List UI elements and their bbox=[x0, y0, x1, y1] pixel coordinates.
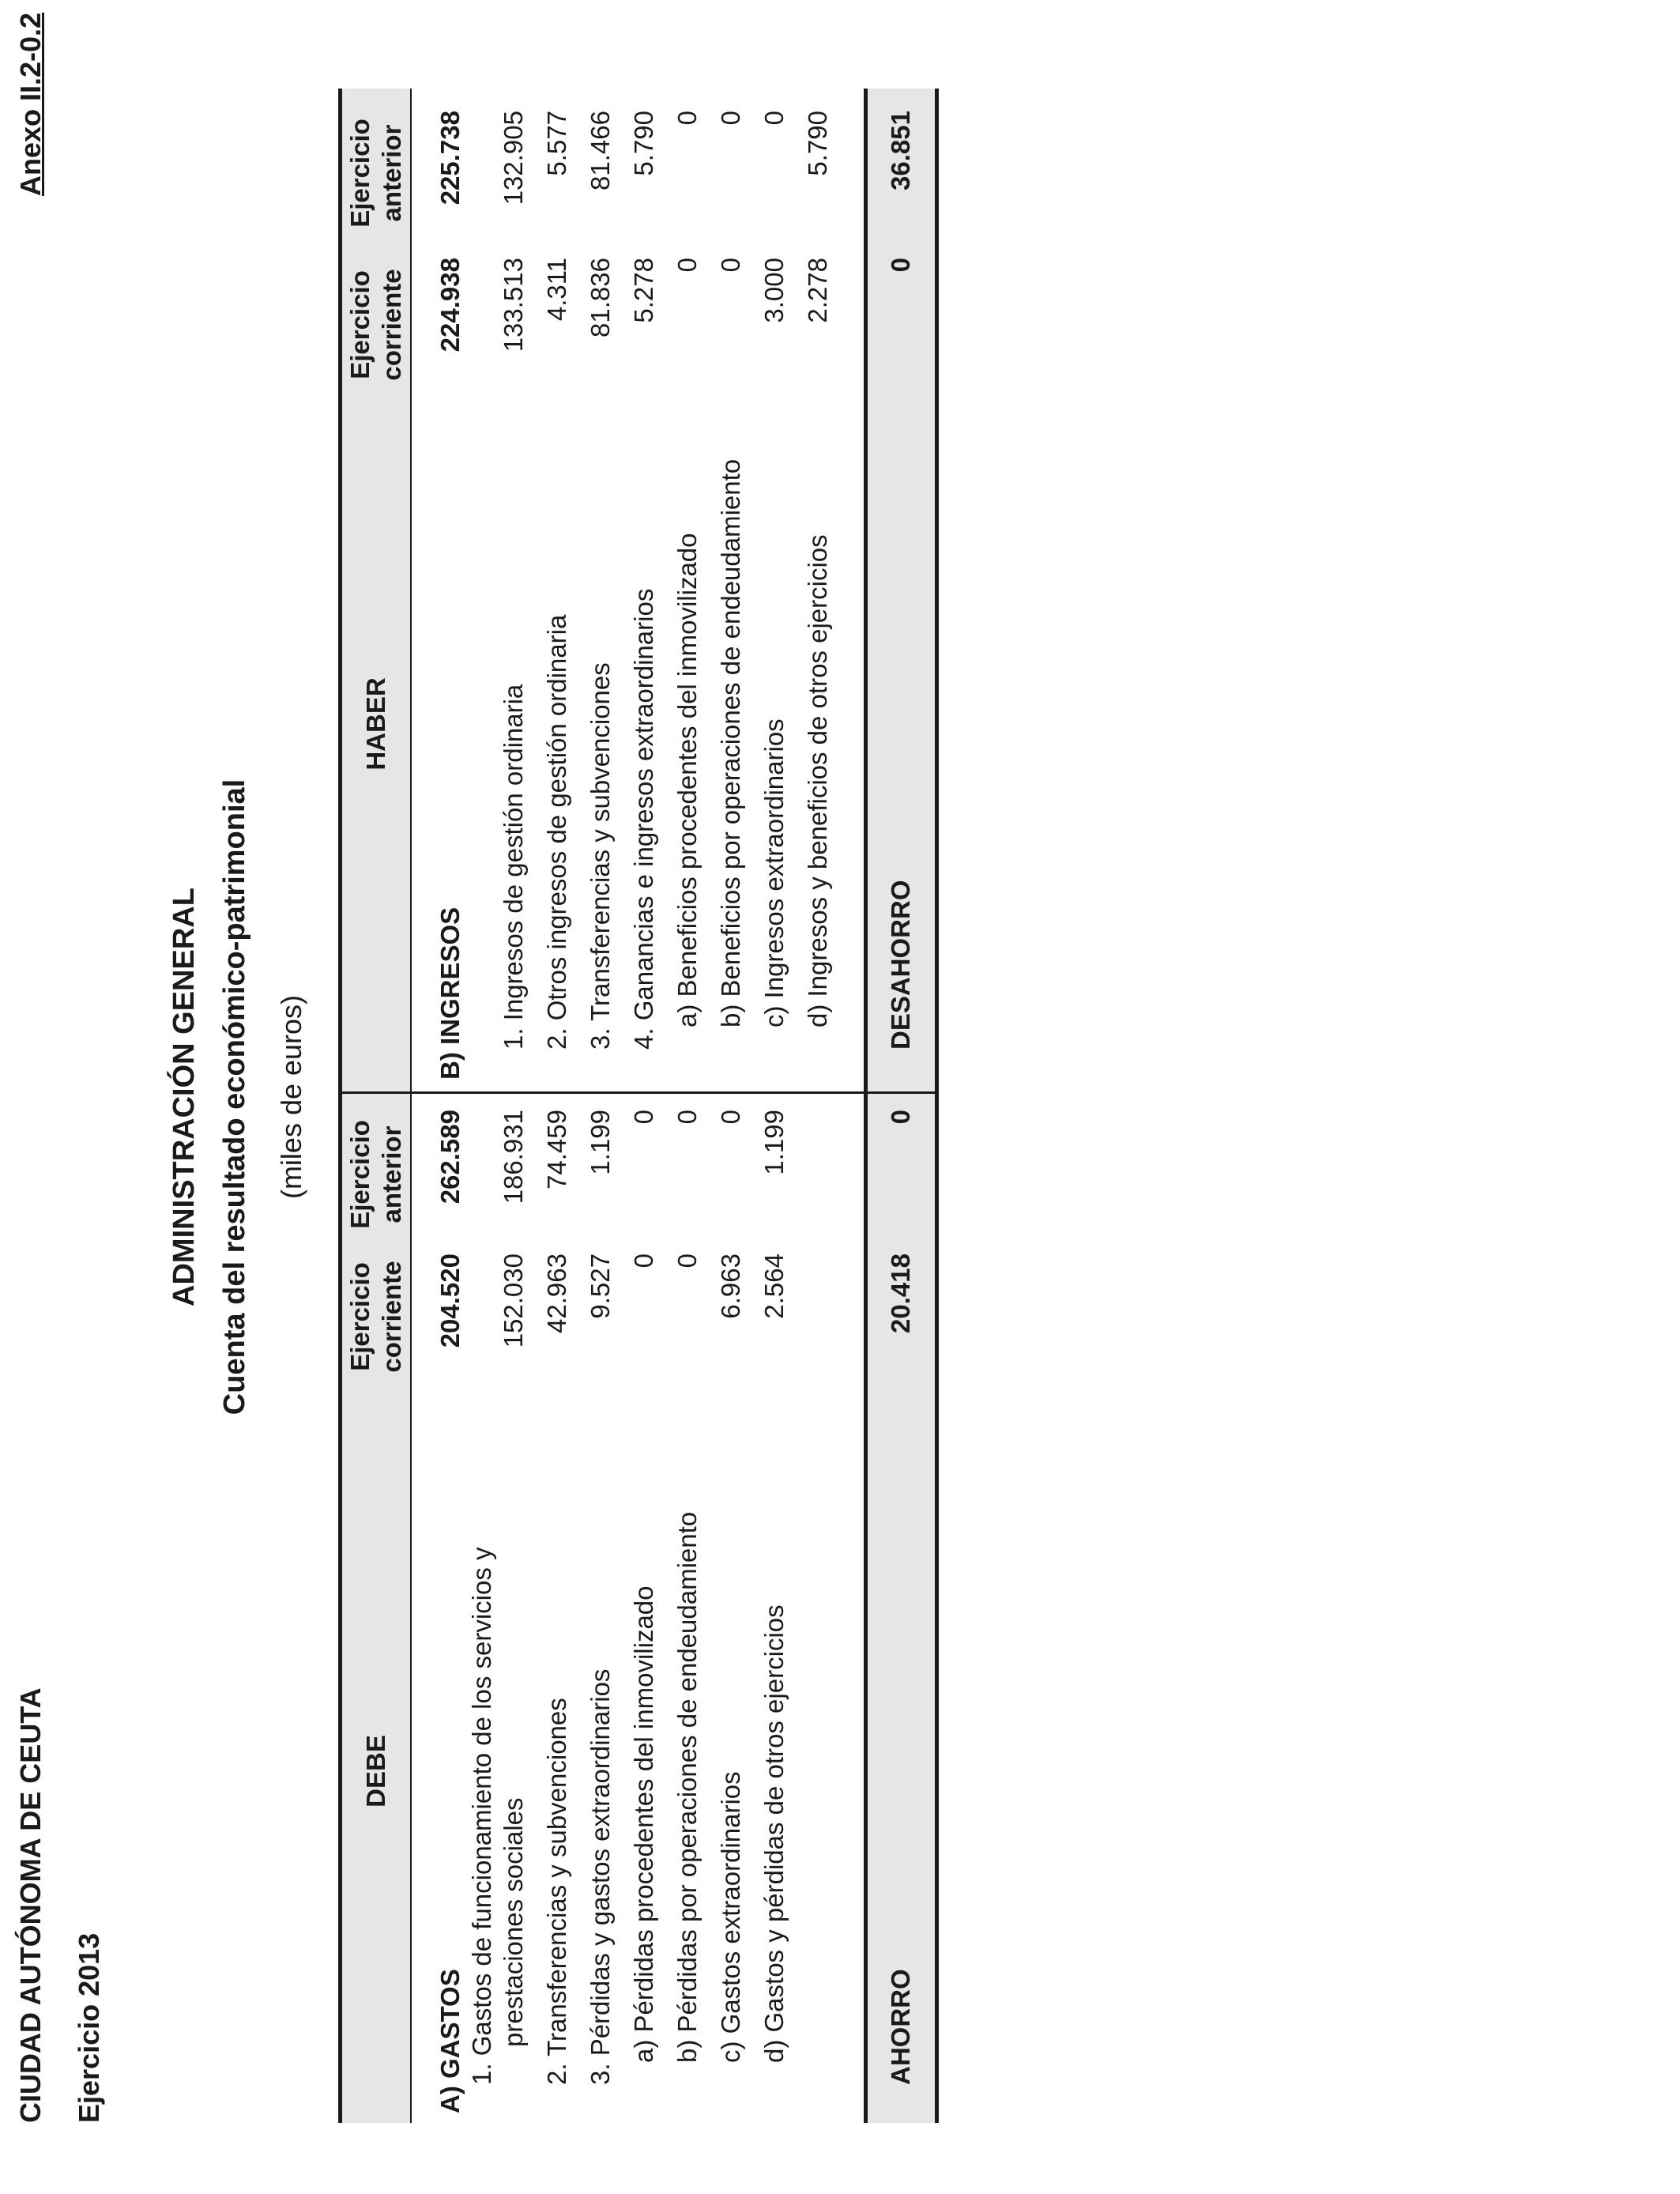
header-rule bbox=[410, 89, 412, 2123]
debe-row-label: 2. Transferencias y subvenciones bbox=[542, 1698, 571, 2085]
ahorro-label: AHORRO bbox=[886, 1969, 915, 2085]
debe-row-previous: 0 bbox=[629, 1110, 658, 1125]
footer-rule bbox=[864, 89, 868, 2123]
table-top-rule bbox=[338, 89, 342, 2123]
haber-row-previous: 5.790 bbox=[803, 111, 832, 176]
debe-row-previous: 186.931 bbox=[499, 1110, 528, 1204]
haber-row-label: d) Ingresos y beneficios de otros ejercicios bbox=[803, 534, 832, 1027]
haber-row-previous: 0 bbox=[716, 111, 745, 126]
debe-row-current: 0 bbox=[629, 1253, 658, 1269]
haber-row-previous: 0 bbox=[759, 111, 789, 126]
desahorro-label: DESAHORRO bbox=[886, 880, 915, 1050]
haber-row-previous: 132.905 bbox=[499, 111, 528, 205]
haber-row-current: 2.278 bbox=[803, 258, 832, 323]
page-subtitle: Cuenta del resultado económico-patrimonial bbox=[218, 778, 251, 1416]
debe-row-label-cont: prestaciones sociales bbox=[499, 1797, 528, 2047]
debe-section-previous: 262.589 bbox=[435, 1110, 465, 1204]
debe-row-current: 152.030 bbox=[499, 1253, 528, 1348]
debe-row-current: 6.963 bbox=[716, 1253, 745, 1319]
debe-row-previous: 0 bbox=[672, 1110, 702, 1125]
haber-row-label: 2. Otros ingresos de gestión ordinaria bbox=[542, 614, 571, 1050]
units-note: (miles de euros) bbox=[275, 994, 307, 1200]
column-divider bbox=[338, 1091, 939, 1094]
debe-row-label: 1. Gastos de funcionamiento de los servicios y bbox=[467, 1547, 496, 2085]
annex-reference: Anexo II.2-0.2 bbox=[14, 12, 47, 196]
haber-row-label: 1. Ingresos de gestión ordinaria bbox=[499, 684, 528, 1050]
haber-row-current: 5.278 bbox=[629, 258, 658, 323]
haber-row-current: 0 bbox=[672, 258, 702, 273]
debe-row-current: 2.564 bbox=[759, 1253, 789, 1319]
debe-row-current: 42.963 bbox=[542, 1253, 571, 1333]
haber-row-label: a) Beneficios procedentes del inmovilizado bbox=[672, 533, 702, 1027]
haber-col-current-header: Ejercicio corriente bbox=[345, 269, 406, 381]
table-bottom-rule bbox=[935, 89, 939, 2123]
haber-heading: HABER bbox=[361, 677, 390, 771]
haber-row-previous: 0 bbox=[672, 111, 702, 126]
debe-row-current: 9.527 bbox=[586, 1253, 615, 1319]
fiscal-year: Ejercicio 2013 bbox=[73, 1932, 105, 2123]
haber-row-label: c) Ingresos extraordinarios bbox=[759, 718, 789, 1027]
ahorro-previous: 0 bbox=[886, 1110, 915, 1125]
debe-row-label: 3. Pérdidas y gastos extraordinarios bbox=[586, 1668, 615, 2085]
haber-row-previous: 81.466 bbox=[586, 111, 615, 190]
haber-col-previous-header: Ejercicio anterior bbox=[345, 119, 406, 228]
haber-row-label: b) Beneficios por operaciones de endeudamiento bbox=[716, 458, 745, 1027]
debe-row-current: 0 bbox=[672, 1253, 702, 1269]
ahorro-current: 20.418 bbox=[886, 1253, 915, 1333]
haber-row-label: 3. Transferencias y subvenciones bbox=[586, 662, 615, 1050]
debe-section-label: A) GASTOS bbox=[435, 1969, 465, 2113]
debe-col-current-header: Ejercicio corriente bbox=[345, 1261, 406, 1373]
debe-heading: DEBE bbox=[361, 1735, 390, 1808]
page-title: ADMINISTRACIÓN GENERAL bbox=[168, 888, 201, 1306]
desahorro-previous: 36.851 bbox=[886, 111, 915, 190]
haber-row-current: 4.311 bbox=[542, 258, 571, 322]
haber-row-previous: 5.577 bbox=[542, 111, 571, 176]
haber-row-current: 3.000 bbox=[759, 258, 789, 323]
debe-row-label: d) Gastos y pérdidas de otros ejercicios bbox=[759, 1604, 789, 2063]
haber-row-current: 81.836 bbox=[586, 258, 615, 337]
debe-row-previous: 1.199 bbox=[759, 1110, 789, 1175]
haber-row-previous: 5.790 bbox=[629, 111, 658, 176]
debe-row-label: c) Gastos extraordinarios bbox=[716, 1771, 745, 2063]
entity-name: CIUDAD AUTÓNOMA DE CEUTA bbox=[14, 1687, 47, 2123]
debe-col-previous-header: Ejercicio anterior bbox=[345, 1120, 406, 1229]
haber-section-label: B) INGRESOS bbox=[435, 907, 465, 1080]
haber-row-current: 0 bbox=[716, 258, 745, 273]
haber-row-current: 133.513 bbox=[499, 258, 528, 352]
table-footer-band bbox=[866, 89, 936, 2123]
debe-row-label: b) Pérdidas por operaciones de endeudamiento bbox=[672, 1511, 702, 2063]
desahorro-current: 0 bbox=[886, 258, 915, 273]
debe-section-current: 204.520 bbox=[435, 1253, 465, 1348]
haber-section-current: 224.938 bbox=[435, 258, 465, 352]
haber-section-previous: 225.738 bbox=[435, 111, 465, 205]
debe-row-previous: 0 bbox=[716, 1110, 745, 1125]
haber-row-label: 4. Ganancias e ingresos extraordinarios bbox=[629, 588, 658, 1050]
debe-row-previous: 74.459 bbox=[542, 1110, 571, 1189]
debe-row-previous: 1.199 bbox=[586, 1110, 615, 1175]
debe-row-label: a) Pérdidas procedentes del inmovilizado bbox=[629, 1585, 658, 2063]
